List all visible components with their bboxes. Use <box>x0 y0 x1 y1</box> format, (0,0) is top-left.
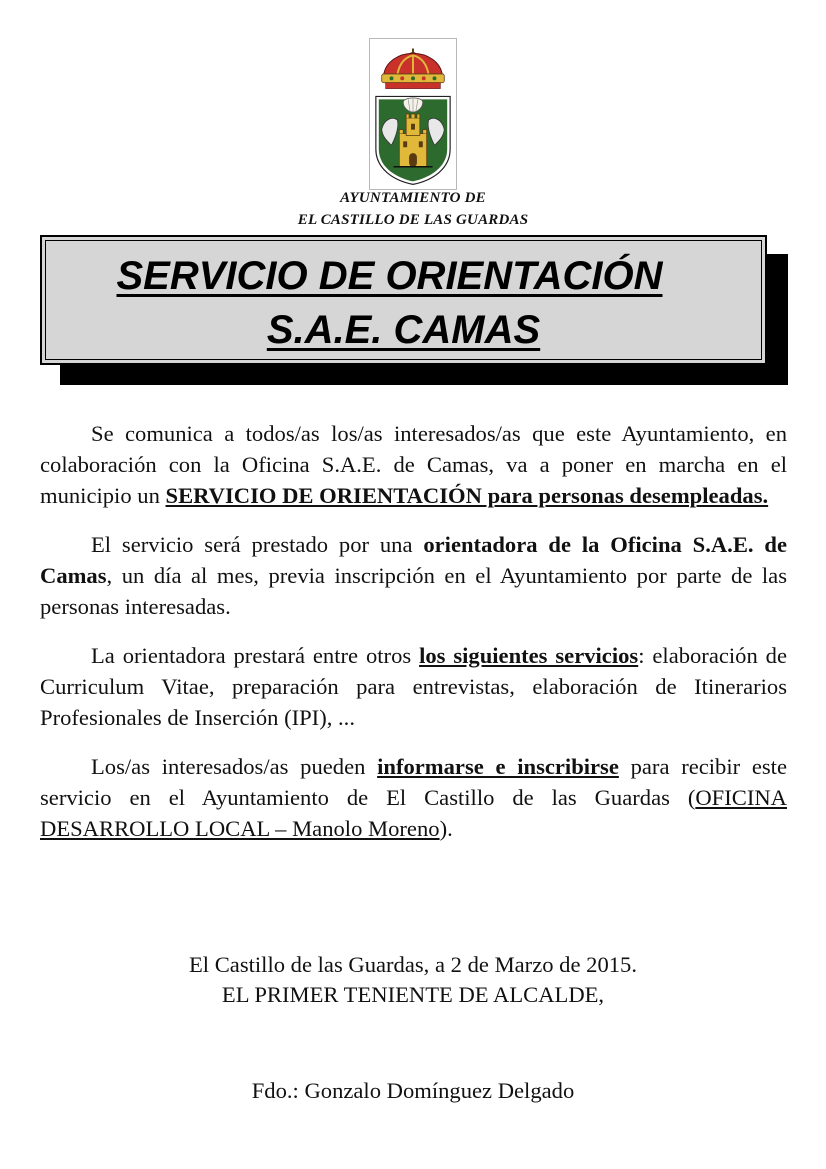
banner-title-line-1: SERVICIO DE ORIENTACIÓN <box>116 254 663 298</box>
service-highlight: SERVICIO DE ORIENTACIÓN para personas desempleadas. <box>165 483 769 508</box>
text-span: Se comunica a todos/as los/as interesados/as que este Ayuntamiento, en colaboración con la Oficina S.A.E. de Camas, va a poner en marcha en el municipio un <box>40 421 787 508</box>
banner-title-line-2: S.A.E. CAMAS <box>266 308 541 352</box>
text-span: Los/as interesados/as pueden <box>91 754 378 779</box>
text-span: La orientadora prestará entre otros <box>91 643 420 668</box>
paragraph-announcement <box>40 418 787 511</box>
crown-icon <box>382 49 445 89</box>
text-span: para recibir este servicio en el Ayuntamiento de El Castillo de las Guardas ( <box>40 754 787 810</box>
place-and-date: El Castillo de las Guardas, a 2 de Marzo de 2015. <box>189 952 637 977</box>
signatory-role: EL PRIMER TENIENTE DE ALCALDE, <box>221 982 605 1007</box>
title-banner <box>40 235 767 365</box>
organization-name-line-1: AYUNTAMIENTO DE <box>340 190 486 206</box>
text-span: : elaboración de Curriculum Vitae, preparación para entrevistas, elaboración de Itinerarios Profesionales de Inserción (IPI), ... <box>40 643 787 730</box>
shield-icon <box>376 96 450 184</box>
text-span: , un día al mes, previa inscripción en el Ayuntamiento por parte de las personas interesadas. <box>40 563 787 619</box>
office-contact: OFICINA DESARROLLO LOCAL – Manolo Moreno <box>40 785 787 841</box>
notice-body <box>40 418 787 862</box>
coat-of-arms-icon <box>369 38 457 190</box>
paragraph-services <box>40 640 787 733</box>
organization-name-line-2: EL CASTILLO DE LAS GUARDAS <box>297 212 529 228</box>
services-highlight: los siguientes servicios <box>419 643 639 668</box>
paragraph-provider <box>40 529 787 622</box>
text-span: El servicio será prestado por una <box>91 532 424 557</box>
registration-highlight: informarse e inscribirse <box>377 754 619 779</box>
signature-line: Fdo.: Gonzalo Domínguez Delgado <box>251 1078 575 1103</box>
provider-highlight: orientadora de la Oficina S.A.E. de Camas <box>40 532 787 588</box>
paragraph-registration <box>40 751 787 844</box>
text-span: ). <box>439 816 453 841</box>
